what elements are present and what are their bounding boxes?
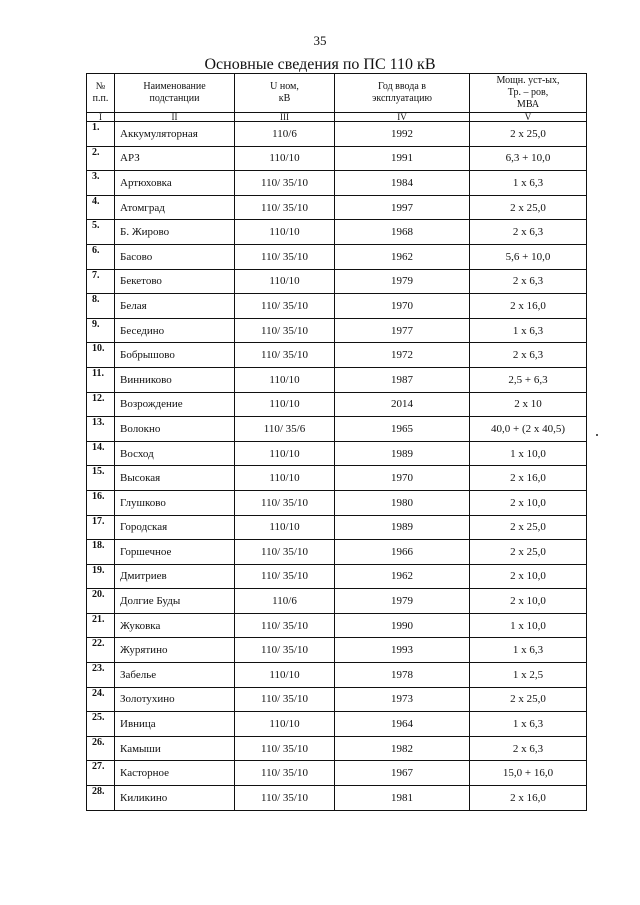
nominal-voltage: 110/6 xyxy=(235,122,335,147)
commission-year: 1966 xyxy=(335,540,470,565)
table-row xyxy=(87,367,587,392)
substation-name: Дмитриев xyxy=(115,564,235,589)
column-numeral: V xyxy=(470,113,587,122)
commission-year: 1997 xyxy=(335,195,470,220)
nominal-voltage: 110/10 xyxy=(235,515,335,540)
nominal-voltage: 110/10 xyxy=(235,392,335,417)
substation-name: Беседино xyxy=(115,318,235,343)
substation-name: Восход xyxy=(115,441,235,466)
row-number: 1. xyxy=(87,122,115,147)
row-number: 14. xyxy=(87,441,115,466)
nominal-voltage: 110/ 35/10 xyxy=(235,687,335,712)
document-title: Основные сведения по ПС 110 кВ xyxy=(204,56,436,73)
commission-year: 1989 xyxy=(335,441,470,466)
table-row xyxy=(87,540,587,565)
table-row xyxy=(87,589,587,614)
substation-name: Горшечное xyxy=(115,540,235,565)
substation-name: Винниково xyxy=(115,367,235,392)
commission-year: 1968 xyxy=(335,220,470,245)
substation-name: Городская xyxy=(115,515,235,540)
substation-name: Возрождение xyxy=(115,392,235,417)
transformer-power: 1 х 6,3 xyxy=(470,171,587,196)
table-row xyxy=(87,613,587,638)
table-row xyxy=(87,417,587,442)
transformer-power: 2 х 25,0 xyxy=(470,195,587,220)
commission-year: 1978 xyxy=(335,663,470,688)
row-number: 10. xyxy=(87,343,115,368)
table-row xyxy=(87,195,587,220)
substation-name: Касторное xyxy=(115,761,235,786)
row-number: 22. xyxy=(87,638,115,663)
table-row xyxy=(87,343,587,368)
commission-year: 1991 xyxy=(335,146,470,171)
row-number: 20. xyxy=(87,589,115,614)
row-number: 15. xyxy=(87,466,115,491)
transformer-power: 2 х 6,3 xyxy=(470,220,587,245)
commission-year: 1979 xyxy=(335,589,470,614)
nominal-voltage: 110/ 35/10 xyxy=(235,564,335,589)
substation-name: Белая xyxy=(115,294,235,319)
transformer-power: 2 х 25,0 xyxy=(470,540,587,565)
transformer-power: 1 х 2,5 xyxy=(470,663,587,688)
row-number: 6. xyxy=(87,244,115,269)
commission-year: 1980 xyxy=(335,490,470,515)
substation-name: Атомград xyxy=(115,195,235,220)
transformer-power: 1 х 6,3 xyxy=(470,712,587,737)
substation-name: Забелье xyxy=(115,663,235,688)
commission-year: 1972 xyxy=(335,343,470,368)
nominal-voltage: 110/ 35/10 xyxy=(235,540,335,565)
transformer-power: 15,0 + 16,0 xyxy=(470,761,587,786)
commission-year: 1964 xyxy=(335,712,470,737)
transformer-power: 2,5 + 6,3 xyxy=(470,367,587,392)
substation-name: Камыши xyxy=(115,736,235,761)
table-row xyxy=(87,269,587,294)
row-number: 4. xyxy=(87,195,115,220)
table-row xyxy=(87,564,587,589)
substation-name: Артюховка xyxy=(115,171,235,196)
row-number: 19. xyxy=(87,564,115,589)
commission-year: 1990 xyxy=(335,613,470,638)
substation-name: Ивница xyxy=(115,712,235,737)
nominal-voltage: 110/ 35/10 xyxy=(235,786,335,811)
nominal-voltage: 110/10 xyxy=(235,146,335,171)
substation-name: Жуковка xyxy=(115,613,235,638)
commission-year: 1992 xyxy=(335,122,470,147)
nominal-voltage: 110/10 xyxy=(235,269,335,294)
substation-name: Глушково xyxy=(115,490,235,515)
commission-year: 1977 xyxy=(335,318,470,343)
header-commission-year: Год ввода в эксплуатацию xyxy=(335,74,470,113)
row-number: 26. xyxy=(87,736,115,761)
transformer-power: 6,3 + 10,0 xyxy=(470,146,587,171)
table-row xyxy=(87,220,587,245)
row-number: 8. xyxy=(87,294,115,319)
substation-name: Золотухино xyxy=(115,687,235,712)
nominal-voltage: 110/ 35/10 xyxy=(235,195,335,220)
header-power: Мощн. уст-ых, Тр. – ров, МВА xyxy=(470,74,587,113)
row-number: 16. xyxy=(87,490,115,515)
row-number: 25. xyxy=(87,712,115,737)
substation-name: АРЗ xyxy=(115,146,235,171)
commission-year: 1970 xyxy=(335,294,470,319)
substation-name: Долгие Буды xyxy=(115,589,235,614)
table-row xyxy=(87,318,587,343)
row-number: 24. xyxy=(87,687,115,712)
commission-year: 1979 xyxy=(335,269,470,294)
table-row xyxy=(87,687,587,712)
column-numeral: II xyxy=(115,113,235,122)
row-number: 12. xyxy=(87,392,115,417)
nominal-voltage: 110/10 xyxy=(235,712,335,737)
row-number: 18. xyxy=(87,540,115,565)
table-row xyxy=(87,712,587,737)
table-row xyxy=(87,761,587,786)
commission-year: 1962 xyxy=(335,244,470,269)
transformer-power: 2 х 16,0 xyxy=(470,786,587,811)
transformer-power: 2 х 6,3 xyxy=(470,269,587,294)
transformer-power: 1 х 10,0 xyxy=(470,441,587,466)
table-row xyxy=(87,638,587,663)
table-row xyxy=(87,515,587,540)
row-number: 27. xyxy=(87,761,115,786)
commission-year: 1962 xyxy=(335,564,470,589)
substations-table xyxy=(86,73,587,811)
commission-year: 1987 xyxy=(335,367,470,392)
nominal-voltage: 110/10 xyxy=(235,367,335,392)
transformer-power: 2 х 10 xyxy=(470,392,587,417)
row-number: 2. xyxy=(87,146,115,171)
column-numeral: I xyxy=(87,113,115,122)
commission-year: 1981 xyxy=(335,786,470,811)
nominal-voltage: 110/ 35/10 xyxy=(235,318,335,343)
nominal-voltage: 110/ 35/6 xyxy=(235,417,335,442)
commission-year: 1967 xyxy=(335,761,470,786)
transformer-power: 2 х 16,0 xyxy=(470,294,587,319)
transformer-power: 2 х 25,0 xyxy=(470,515,587,540)
commission-year: 1973 xyxy=(335,687,470,712)
transformer-power: 2 х 6,3 xyxy=(470,736,587,761)
nominal-voltage: 110/ 35/10 xyxy=(235,761,335,786)
table-row xyxy=(87,663,587,688)
nominal-voltage: 110/ 35/10 xyxy=(235,613,335,638)
page-number: 35 xyxy=(313,33,327,48)
transformer-power: 5,6 + 10,0 xyxy=(470,244,587,269)
commission-year: 1970 xyxy=(335,466,470,491)
header-number: № п.п. xyxy=(87,74,115,113)
transformer-power: 2 х 6,3 xyxy=(470,343,587,368)
table-header-row xyxy=(87,74,587,113)
substation-name: Б. Жирово xyxy=(115,220,235,245)
nominal-voltage: 110/ 35/10 xyxy=(235,736,335,761)
nominal-voltage: 110/10 xyxy=(235,441,335,466)
table-row xyxy=(87,171,587,196)
transformer-power: 1 х 10,0 xyxy=(470,613,587,638)
row-number: 9. xyxy=(87,318,115,343)
row-number: 21. xyxy=(87,613,115,638)
commission-year: 1993 xyxy=(335,638,470,663)
commission-year: 2014 xyxy=(335,392,470,417)
commission-year: 1984 xyxy=(335,171,470,196)
row-number: 11. xyxy=(87,367,115,392)
commission-year: 1965 xyxy=(335,417,470,442)
table-row xyxy=(87,736,587,761)
nominal-voltage: 110/ 35/10 xyxy=(235,294,335,319)
table-row xyxy=(87,786,587,811)
substation-name: Волокно xyxy=(115,417,235,442)
nominal-voltage: 110/ 35/10 xyxy=(235,244,335,269)
substation-name: Басово xyxy=(115,244,235,269)
transformer-power: 2 х 10,0 xyxy=(470,564,587,589)
row-number: 13. xyxy=(87,417,115,442)
table-row xyxy=(87,244,587,269)
substation-name: Высокая xyxy=(115,466,235,491)
transformer-power: 2 х 10,0 xyxy=(470,589,587,614)
substation-name: Бекетово xyxy=(115,269,235,294)
table-row xyxy=(87,146,587,171)
column-numeral: III xyxy=(235,113,335,122)
substation-name: Бобрышово xyxy=(115,343,235,368)
commission-year: 1982 xyxy=(335,736,470,761)
nominal-voltage: 110/10 xyxy=(235,220,335,245)
row-number: 7. xyxy=(87,269,115,294)
nominal-voltage: 110/ 35/10 xyxy=(235,171,335,196)
nominal-voltage: 110/ 35/10 xyxy=(235,490,335,515)
nominal-voltage: 110/10 xyxy=(235,466,335,491)
table-row xyxy=(87,294,587,319)
row-number: 28. xyxy=(87,786,115,811)
substation-name: Киликино xyxy=(115,786,235,811)
substation-name: Аккумуляторная xyxy=(115,122,235,147)
transformer-power: 2 х 25,0 xyxy=(470,687,587,712)
table-row xyxy=(87,122,587,147)
nominal-voltage: 110/ 35/10 xyxy=(235,638,335,663)
table-row xyxy=(87,392,587,417)
row-number: 17. xyxy=(87,515,115,540)
table-row xyxy=(87,490,587,515)
transformer-power: 2 х 10,0 xyxy=(470,490,587,515)
nominal-voltage: 110/10 xyxy=(235,663,335,688)
transformer-power: 1 х 6,3 xyxy=(470,638,587,663)
column-numeral: IV xyxy=(335,113,470,122)
transformer-power: 1 х 6,3 xyxy=(470,318,587,343)
transformer-power: 2 х 16,0 xyxy=(470,466,587,491)
column-numbering-row xyxy=(87,113,587,122)
header-voltage: U ном, кВ xyxy=(235,74,335,113)
header-substation-name: Наименование подстанции xyxy=(115,74,235,113)
row-number: 23. xyxy=(87,663,115,688)
row-number: 5. xyxy=(87,220,115,245)
table-row xyxy=(87,466,587,491)
transformer-power: 40,0 + (2 х 40,5) xyxy=(470,417,587,442)
commission-year: 1989 xyxy=(335,515,470,540)
nominal-voltage: 110/ 35/10 xyxy=(235,343,335,368)
substation-name: Журятино xyxy=(115,638,235,663)
row-number: 3. xyxy=(87,171,115,196)
transformer-power: 2 х 25,0 xyxy=(470,122,587,147)
nominal-voltage: 110/6 xyxy=(235,589,335,614)
scan-speck xyxy=(596,434,598,436)
table-row xyxy=(87,441,587,466)
